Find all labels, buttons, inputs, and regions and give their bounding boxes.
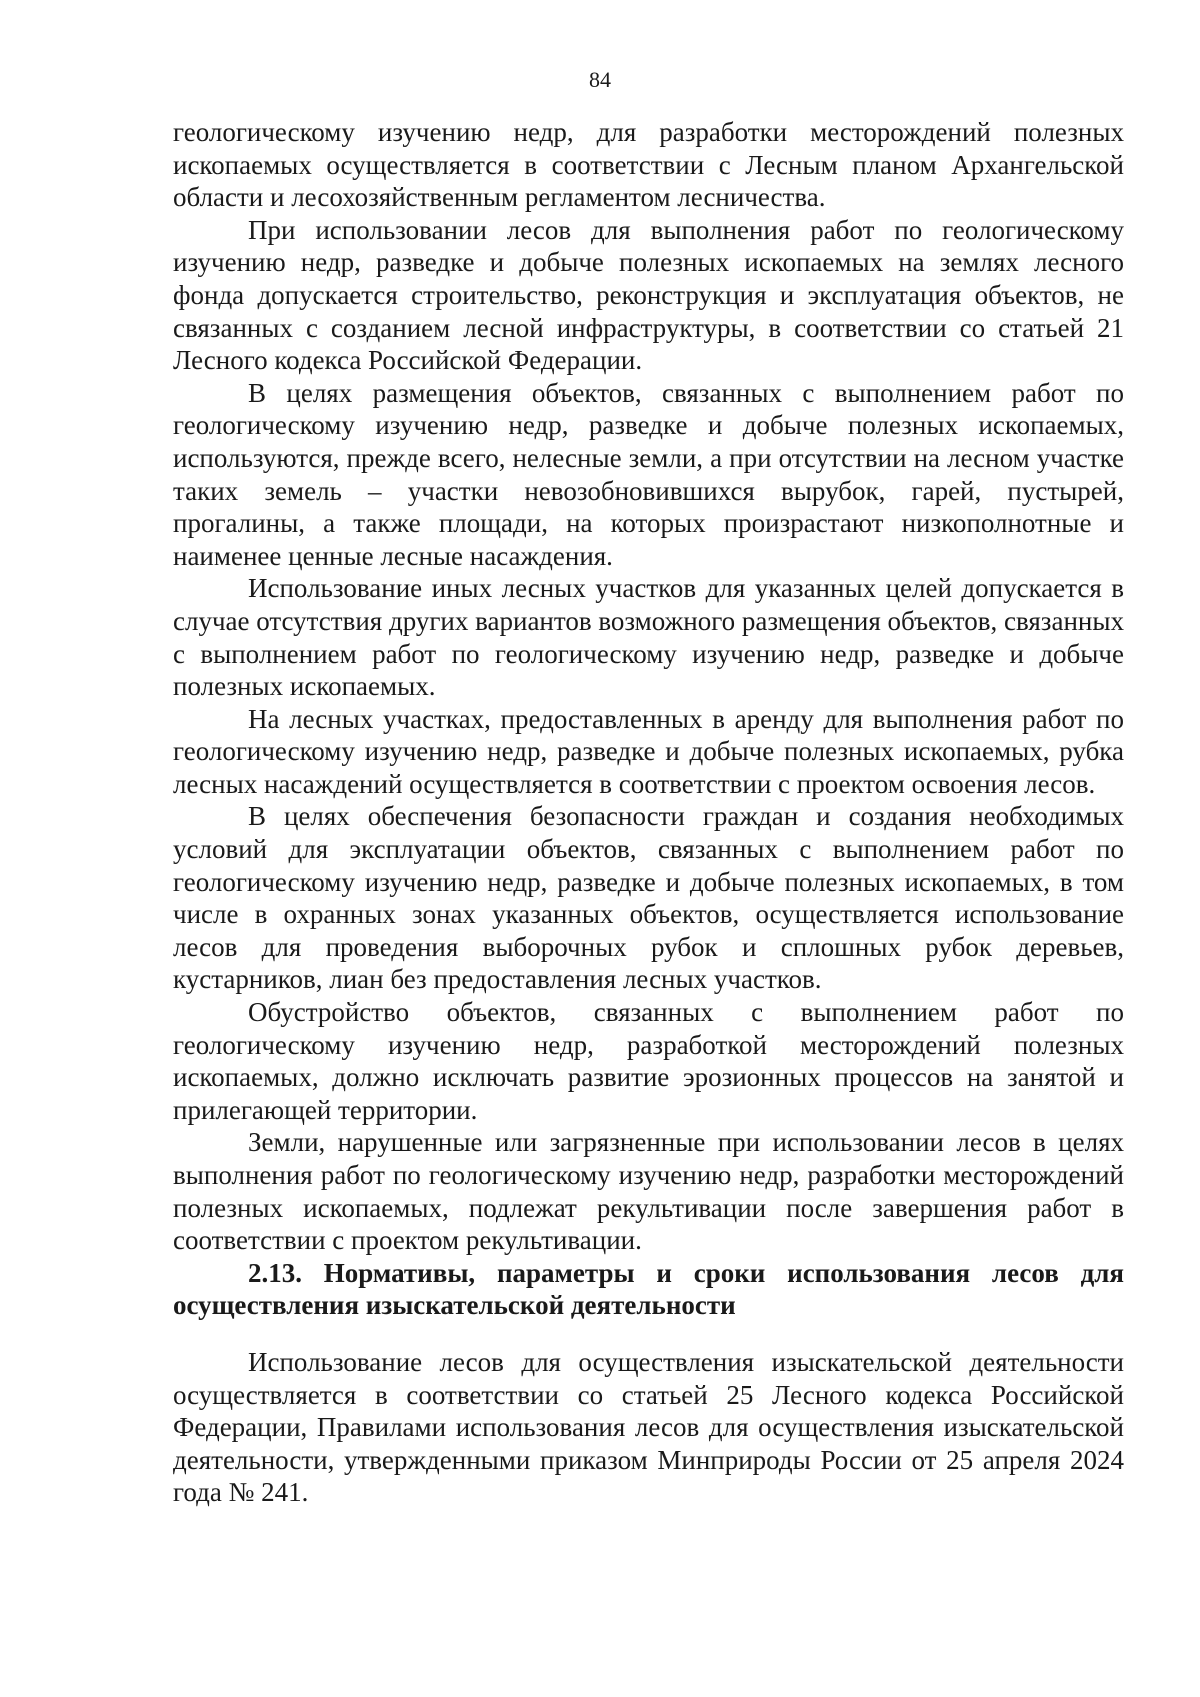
- paragraph-placement-nonforest-lands: В целях размещения объектов, связанных с выполнением работ по геологическому изучению недр, разведке и добыче полезных ископаемых, используются, прежде всего, нелесные земли, а при отсутствии на лесном участке таких земель – участки невозобновившихся вырубок, гарей, пустырей, прогалины, а также площади, на которых произрастают низкополнотные и наименее ценные лесные насаждения.: [173, 377, 1124, 571]
- paragraph-safety-felling: В целях обеспечения безопасности граждан и создания необходимых условий для эксплуатации объектов, связанных с выполнением работ по геологическому изучению недр, разведке и добыче полезных ископаемых, в том числе в охранных зонах указанных объектов, осуществляется использование лесов для проведения выборочных рубок и сплошных рубок деревьев, кустарников, лиан без предоставления лесных участков.: [173, 801, 1124, 995]
- page-body: [173, 116, 1124, 1509]
- paragraph-continuation: геологическому изучению недр, для разработки месторождений полезных ископаемых осуществляется в соответствии с Лесным планом Архангельской области и лесохозяйственным регламентом лесничества.: [173, 117, 1124, 213]
- paragraph-construction-on-forest-fund: При использовании лесов для выполнения работ по геологическому изучению недр, разведке и добыче полезных ископаемых на землях лесного фонда допускается строительство, реконструкция и эксплуатация объектов, не связанных с созданием лесной инфраструктуры, в соответствии со статьей 21 Лесного кодекса Российской Федерации.: [173, 214, 1124, 376]
- paragraph-other-forest-plots: Использование иных лесных участков для указанных целей допускается в случае отсутствия других вариантов возможного размещения объектов, связанных с выполнением работ по геологическому изучению недр, разведке и добыче полезных ископаемых.: [173, 573, 1124, 702]
- section-heading: 2.13. Нормативы, параметры и сроки использования лесов для осуществления изыскательской деятельности: [173, 1257, 1124, 1321]
- page-number: 84: [589, 67, 611, 92]
- section-paragraph: Использование лесов для осуществления изыскательской деятельности осуществляется в соответствии со статьей 25 Лесного кодекса Российской Федерации, Правилами использования лесов для осуществления изыскательской деятельности, утвержденными приказом Минприроды России от 25 апреля 2024 года № 241.: [173, 1346, 1124, 1508]
- paragraph-erosion-prevention: Обустройство объектов, связанных с выполнением работ по геологическому изучению недр, разработкой месторождений полезных ископаемых, должно исключать развитие эрозионных процессов на занятой и прилегающей территории.: [173, 997, 1124, 1125]
- paragraph-recultivation: Земли, нарушенные или загрязненные при использовании лесов в целях выполнения работ по геологическому изучению недр, разработки месторождений полезных ископаемых, подлежат рекультивации после завершения работ в соответствии с проектом рекультивации.: [173, 1127, 1124, 1256]
- paragraph-leased-plots: На лесных участках, предоставленных в аренду для выполнения работ по геологическому изучению недр, разведке и добыче полезных ископаемых, рубка лесных насаждений осуществляется в соответствии с проектом освоения лесов.: [173, 703, 1124, 799]
